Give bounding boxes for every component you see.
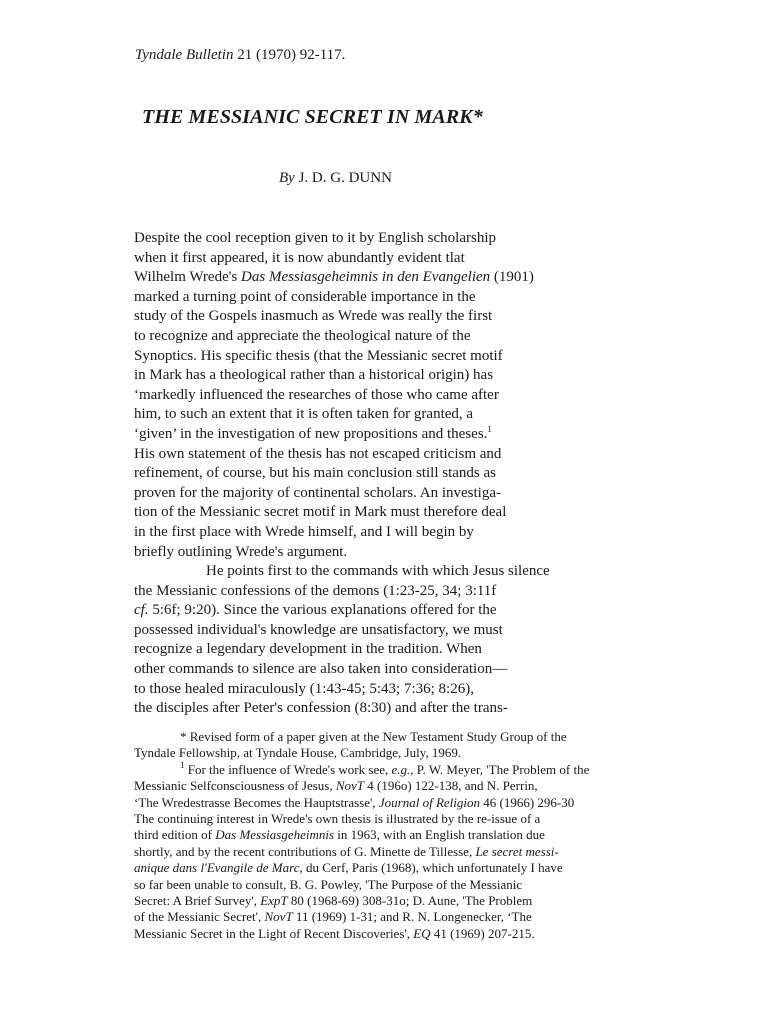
author-name: J. D. G. DUNN (294, 170, 392, 186)
footnote-line (134, 795, 634, 811)
body-line (134, 288, 574, 308)
footnote-line (134, 729, 634, 745)
line-text: possessed individual's knowledge are unsatisfactory, we must (134, 621, 503, 638)
line-text: him, to such an extent that it is often taken for granted, a (134, 406, 474, 423)
line-text: tion of the Messianic secret motif in Mark must therefore deal (134, 504, 507, 521)
body-line (134, 327, 574, 347)
line-text: 5:6f; 9:20). Since the various explanations offered for the (148, 602, 497, 619)
body-line (134, 660, 574, 680)
line-text: For the influence of Wrede's work see, (184, 761, 392, 777)
body-line (134, 347, 574, 367)
italic-text: Das Messiasgeheimnis (215, 827, 335, 843)
footnote-marker: 1 (180, 759, 185, 770)
line-text: 11 (1969) 1-31; and R. N. Longenecker, ‘The (292, 909, 532, 925)
footnote-line (134, 811, 634, 827)
body-line (134, 582, 574, 602)
line-text: Secret: A Brief Survey', (134, 892, 261, 908)
body-line (134, 543, 574, 563)
line-text: other commands to silence are also taken into consideration— (134, 661, 508, 678)
italic-text: anique dans l'Evangile de Marc (134, 860, 300, 876)
body-line (134, 621, 574, 641)
body-line (134, 601, 574, 621)
footnote-ref: 1 (487, 423, 492, 434)
italic-text: NovT (335, 778, 365, 794)
body-line (134, 503, 574, 523)
italic-text: Das Messiasgeheimnis in den Evangelien (241, 269, 491, 286)
line-text: 41 (1969) 207-215. (430, 925, 535, 941)
italic-text: e.g. (391, 761, 411, 777)
body-line (134, 484, 574, 504)
line-text: 46 (1966) 296-30 (480, 794, 575, 810)
line-text: 4 (196o) 122-138, and N. Perrin, (364, 778, 538, 794)
article-title: THE MESSIANIC SECRET IN MARK* (142, 106, 483, 128)
italic-text: ExpT (260, 892, 288, 908)
line-text: refinement, of course, but his main conclusion still stands as (134, 465, 497, 482)
italic-text: Le secret messi- (475, 843, 559, 859)
footnote-line (134, 860, 634, 876)
line-text: study of the Gospels inasmuch as Wrede was really the first (134, 308, 493, 325)
line-text: third edition of (134, 827, 216, 843)
line-text: to recognize and appreciate the theological nature of the (134, 327, 471, 344)
body-line (134, 249, 574, 269)
body-line (134, 405, 574, 425)
line-text: Synoptics. His specific thesis (that the Messianic secret motif (134, 347, 503, 364)
line-text: The continuing interest in Wrede's own thesis is illustrated by the re-issue of a (134, 810, 541, 826)
line-text: the Messianic confessions of the demons (1:23-25, 34; 3:11f (134, 582, 497, 599)
line-text: to those healed miraculously (1:43-45; 5:43; 7:36; 8:26), (134, 680, 474, 697)
line-text: 80 (1968-69) 308-31o; D. Aune, 'The Problem (287, 892, 533, 908)
body-line (134, 640, 574, 660)
body-line (134, 425, 574, 445)
journal-citation (135, 47, 345, 64)
italic-text: EQ (413, 925, 431, 941)
body-line (134, 307, 574, 327)
body-line (134, 268, 574, 288)
footnote-line (134, 877, 634, 893)
line-text: recognize a legendary development in the tradition. When (134, 641, 482, 658)
line-text: the disciples after Peter's confession (8:30) and after the trans- (134, 700, 508, 717)
line-text: in the first place with Wrede himself, and I will begin by (134, 523, 474, 540)
journal-name: Tyndale Bulletin (135, 47, 234, 63)
line-text: ‘given’ in the investigation of new propositions and theses. (134, 425, 488, 442)
byline (279, 170, 392, 187)
line-text: Wilhelm Wrede's (134, 269, 242, 286)
line-text: Messianic Selfconsciousness of Jesus, (134, 778, 336, 794)
body-line (134, 680, 574, 700)
footnote-line (134, 909, 634, 925)
byline-by: By (279, 170, 295, 186)
line-text: , du Cerf, Paris (1968), which unfortunately I have (299, 860, 563, 876)
footnote-line (134, 844, 634, 860)
line-text: of the Messianic Secret', (134, 909, 265, 925)
line-text: Despite the cool reception given to it by English scholarship (134, 230, 497, 246)
body-line (134, 699, 574, 719)
footnote-line (134, 759, 634, 778)
line-text: proven for the majority of continental scholars. An investiga- (134, 484, 501, 501)
body-line (134, 523, 574, 543)
body-line (134, 386, 574, 406)
line-text: shortly, and by the recent contributions of G. Minette de Tillesse, (134, 843, 476, 859)
line-text: so far been unable to consult, B. G. Powley, 'The Purpose of the Messianic (134, 876, 523, 892)
line-text: ‘markedly influenced the researches of those who came after (134, 386, 499, 403)
line-text: Messianic Secret in the Light of Recent Discoveries', (134, 925, 414, 941)
body-line (134, 464, 574, 484)
body-line (134, 445, 574, 465)
line-text: ‘The Wredestrasse Becomes the Hauptstrasse', (134, 794, 379, 810)
line-text: * Revised form of a paper given at the New Testament Study Group of the (180, 729, 567, 744)
italic-text: NovT (264, 909, 293, 925)
italic-text: cf. (134, 602, 149, 619)
footnote-line (134, 778, 634, 794)
body-line (134, 562, 574, 582)
body-text (134, 229, 574, 719)
footnotes (134, 729, 634, 942)
footnote-line (134, 827, 634, 843)
line-text: (1901) (490, 269, 534, 286)
line-text: in Mark has a theological rather than a historical origin) has (134, 367, 494, 384)
line-text: Tyndale Fellowship, at Tyndale House, Cambridge, July, 1969. (134, 745, 462, 761)
italic-text: Journal of Religion (378, 794, 480, 810)
line-text: in 1963, with an English translation due (334, 827, 545, 843)
citation-details: 21 (1970) 92-117. (233, 47, 346, 63)
footnote-line (134, 926, 634, 942)
footnote-line (134, 893, 634, 909)
line-text: , P. W. Meyer, 'The Problem of the (410, 761, 590, 777)
line-text: marked a turning point of considerable importance in the (134, 288, 476, 305)
footnote-line (134, 745, 634, 761)
line-text: briefly outlining Wrede's argument. (134, 543, 348, 560)
line-text: He points first to the commands with which Jesus silence (206, 563, 550, 580)
line-text: when it first appeared, it is now abundantly evident tlat (134, 249, 465, 266)
body-line (134, 229, 574, 249)
line-text: His own statement of the thesis has not escaped criticism and (134, 445, 502, 462)
body-line (134, 366, 574, 386)
